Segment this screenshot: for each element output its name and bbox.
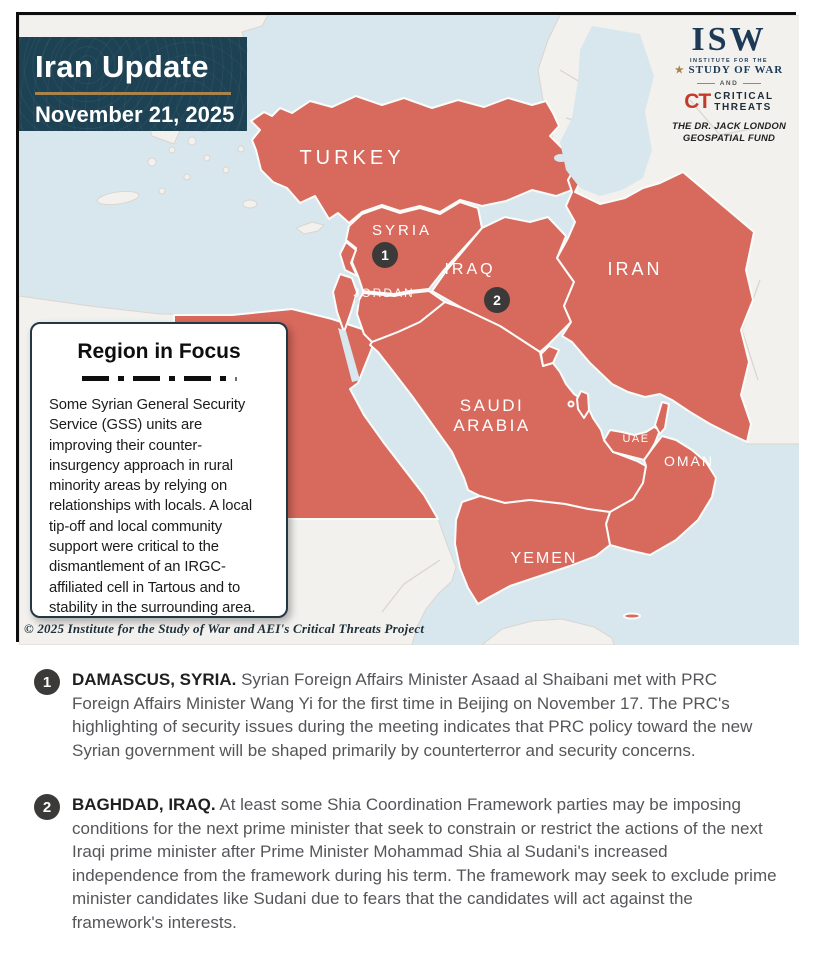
region-focus-box [30,322,288,618]
label-iran: IRAN [607,259,663,279]
region-focus-divider [49,376,269,381]
list-item-damascus [34,668,794,762]
label-oman: OMAN [664,453,714,469]
item-2-title: BAGHDAD, IRAQ. [72,795,216,814]
label-jordan: JORDAN [353,286,415,300]
region-focus-title: Region in Focus [77,340,241,363]
dash-left [697,83,715,84]
label-syria: SYRIA [371,222,433,239]
page-date: November 21, 2025 [35,102,235,127]
and-separator: AND [670,80,788,87]
item-1-badge: 1 [34,669,60,695]
list-item-baghdad [34,793,794,934]
title-box [19,37,247,131]
critical-threats-logo [670,90,788,114]
svg-text:2: 2 [493,292,501,308]
star-icon: ★ [674,65,685,76]
isw-institute-line: INSTITUTE FOR THE [690,58,768,64]
label-uae: UAE [622,433,650,445]
copyright-line: © 2025 Institute for the Study of War and AEI's Critical Threats Project [24,621,425,636]
country-bahrain [569,402,574,407]
island-socotra [624,614,640,619]
ct-word-critical: CRITICAL [714,91,774,102]
label-yemen: YEMEN [510,550,578,567]
ct-word-threats: THREATS [714,102,772,113]
ct-monogram: CT [684,90,711,113]
isw-study-line: ★ STUDY OF WAR [674,64,784,76]
dash-right [743,83,761,84]
item-2-badge: 2 [34,794,60,820]
svg-text:1: 1 [381,247,389,263]
label-saudi: SAUDI [459,396,525,415]
annotation-list [34,668,794,965]
label-turkey: TURKEY [299,147,405,169]
label-arabia: ARABIA [453,416,531,435]
item-1-title: DAMASCUS, SYRIA. [72,670,237,689]
geospatial-fund-credit: THE DR. JACK LONDON GEOSPATIAL FUND [671,121,787,144]
page-title: Iran Update [35,49,209,84]
item-2-body: At least some Shia Coordination Framework parties may be imposing conditions for the next prime minister that seek to constrain or restrict the actions of the next Iraqi prime minister after Prime Minister Mohammad Shia al Sudani's increased independence from the framework during his term. The framework may seek to exclude prime minister candidates like Sudani due to fears that the candidates will act against the framework's interests. [72,795,777,932]
region-focus-body: Some Syrian General Security Service (GSS) units are improving their counter-insurgency approach in rural minority areas by relying on relationships with locals. A local tip-off and local community support were critical to the dismantlement of an IRGC-affiliated cell in Tartous and to stability in the surrounding area. [49,397,256,616]
marker-1 [372,242,398,268]
gold-divider [35,92,231,95]
isw-wordmark: ISW [691,21,767,58]
isw-ct-logo [670,23,788,145]
lake-van [554,154,568,162]
marker-2 [484,287,510,313]
map-frame [16,12,796,642]
label-iraq: IRAQ [444,261,496,278]
item-1-body: Syrian Foreign Affairs Minister Asaad al Shaibani met with PRC Foreign Affairs Minister Wang Yi for the first time in Beijing on November 17. The PRC's highlighting of security issues during the meeting indicates that PRC policy toward the new Syrian government will be shaped primarily by counterterror and security concerns. [72,670,753,760]
